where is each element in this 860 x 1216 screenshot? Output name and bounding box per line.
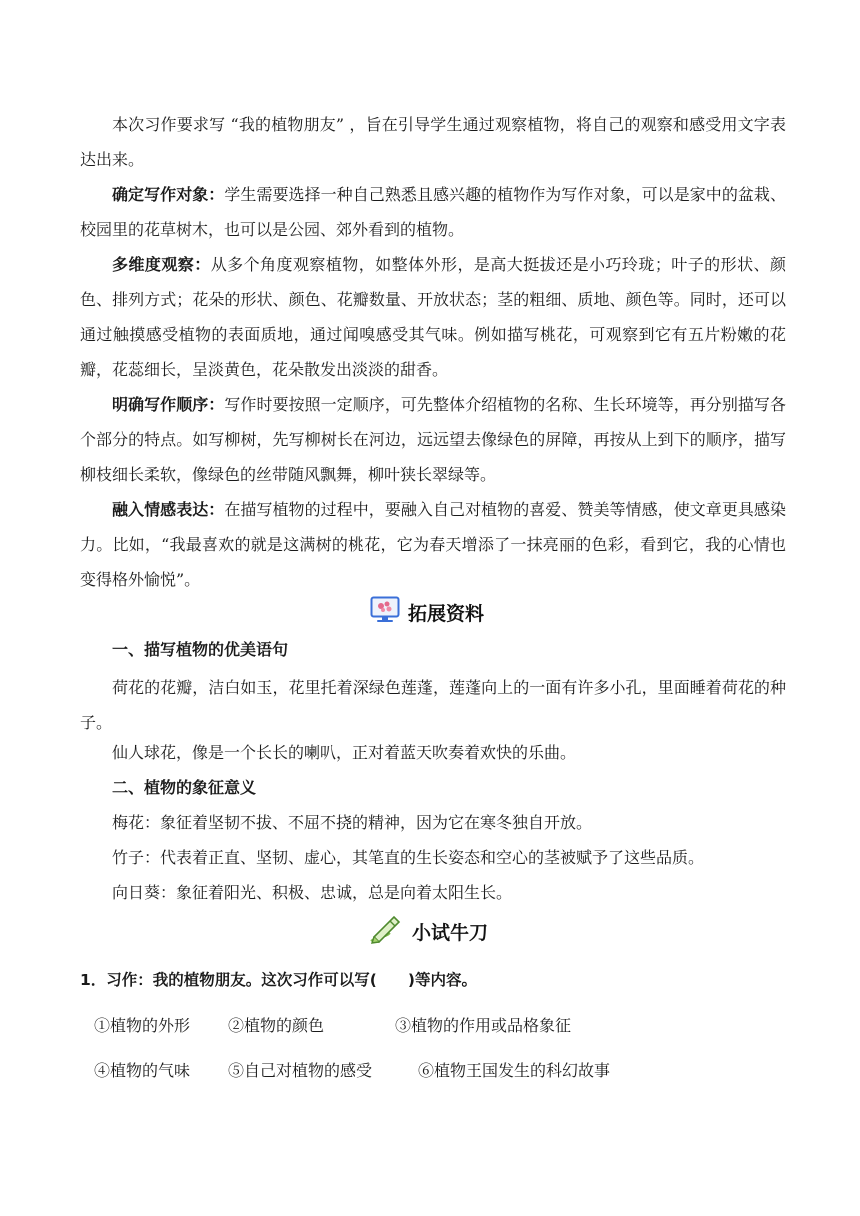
text-line: 向日葵：象征着阳光、积极、忠诚，总是向着太阳生长。 [112, 883, 513, 902]
option-item: ②植物的颜色 [228, 1016, 325, 1035]
section-banner-practice [368, 913, 488, 949]
intro-paragraph: 本次习作要求写 “我的植物朋友” ，旨在引导学生通过观察植物，将自己的观察和感受用文字表达出来。 [80, 115, 786, 169]
text-line: 梅花：象征着坚韧不拔、不屈不挠的精神，因为它在寒冬独自开放。 [112, 813, 593, 832]
pen-icon [368, 913, 404, 949]
point-paragraph [80, 387, 786, 492]
subheading: 一、描写植物的优美语句 [112, 640, 289, 659]
point-paragraph [80, 492, 786, 597]
point-title: 明确写作顺序： [112, 395, 225, 414]
option-item: ③植物的作用或品格象征 [395, 1016, 572, 1035]
text-line: 竹子：代表着正直、坚韧、虚心，其笔直的生长姿态和空心的茎被赋予了这些品质。 [112, 848, 705, 867]
section-banner-extension [370, 596, 484, 628]
option-item: ⑤自己对植物的感受 [228, 1061, 373, 1080]
point-title: 确定写作对象： [112, 185, 225, 204]
point-paragraph [80, 247, 786, 387]
section-title: 小试牛刀 [412, 921, 489, 944]
option-item: ⑥植物王国发生的科幻故事 [418, 1061, 611, 1080]
point-text: 在描写植物的过程中，要融入自己对植物的喜爱、赞美等情感，使文章更具感染力。比如，“我最喜欢的就是这满树的桃花，它为春天增添了一抹亮丽的色彩，看到它，我的心情也变得格外愉悦”。 [80, 500, 786, 589]
point-text: 从多个角度观察植物，如整体外形，是高大挺拔还是小巧玲珑；叶子的形状、颜色、排列方式；花朵的形状、颜色、花瓣数量、开放状态；茎的粗细、质地、颜色等。同时，还可以通过触摸感受植物的表面质地，通过闻嗅感受其气味。例如描写桃花，可观察到它有五片粉嫩的花瓣，花蕊细长，呈淡黄色，花朵散发出淡淡的甜香。 [80, 255, 786, 379]
question-text: 1．习作：我的植物朋友。这次习作可以写( )等内容。 [80, 971, 477, 989]
text-paragraph: 荷花的花瓣，洁白如玉，花里托着深绿色莲蓬，莲蓬向上的一面有许多小孔，里面睡着荷花的种子。 [80, 678, 786, 732]
subheading: 二、植物的象征意义 [112, 778, 257, 797]
point-title: 融入情感表达： [112, 500, 225, 519]
point-text: 学生需要选择一种自己熟悉且感兴趣的植物作为写作对象，可以是家中的盆栽、校园里的花草树木，也可以是公园、郊外看到的植物。 [80, 185, 786, 239]
option-item: ④植物的气味 [94, 1061, 191, 1080]
point-paragraph [80, 177, 786, 247]
point-title: 多维度观察： [112, 255, 211, 274]
point-text: 写作时要按照一定顺序，可先整体介绍植物的名称、生长环境等，再分别描写各个部分的特点。如写柳树，先写柳树长在河边，远远望去像绿色的屏障，再按从上到下的顺序，描写柳枝细长柔软，像绿色的丝带随风飘舞，柳叶狭长翠绿等。 [80, 395, 786, 484]
section-title: 拓展资料 [408, 602, 485, 625]
monitor-icon [370, 596, 400, 628]
option-item: ①植物的外形 [94, 1016, 191, 1035]
text-line: 仙人球花，像是一个长长的喇叭，正对着蓝天吹奏着欢快的乐曲。 [112, 743, 577, 762]
